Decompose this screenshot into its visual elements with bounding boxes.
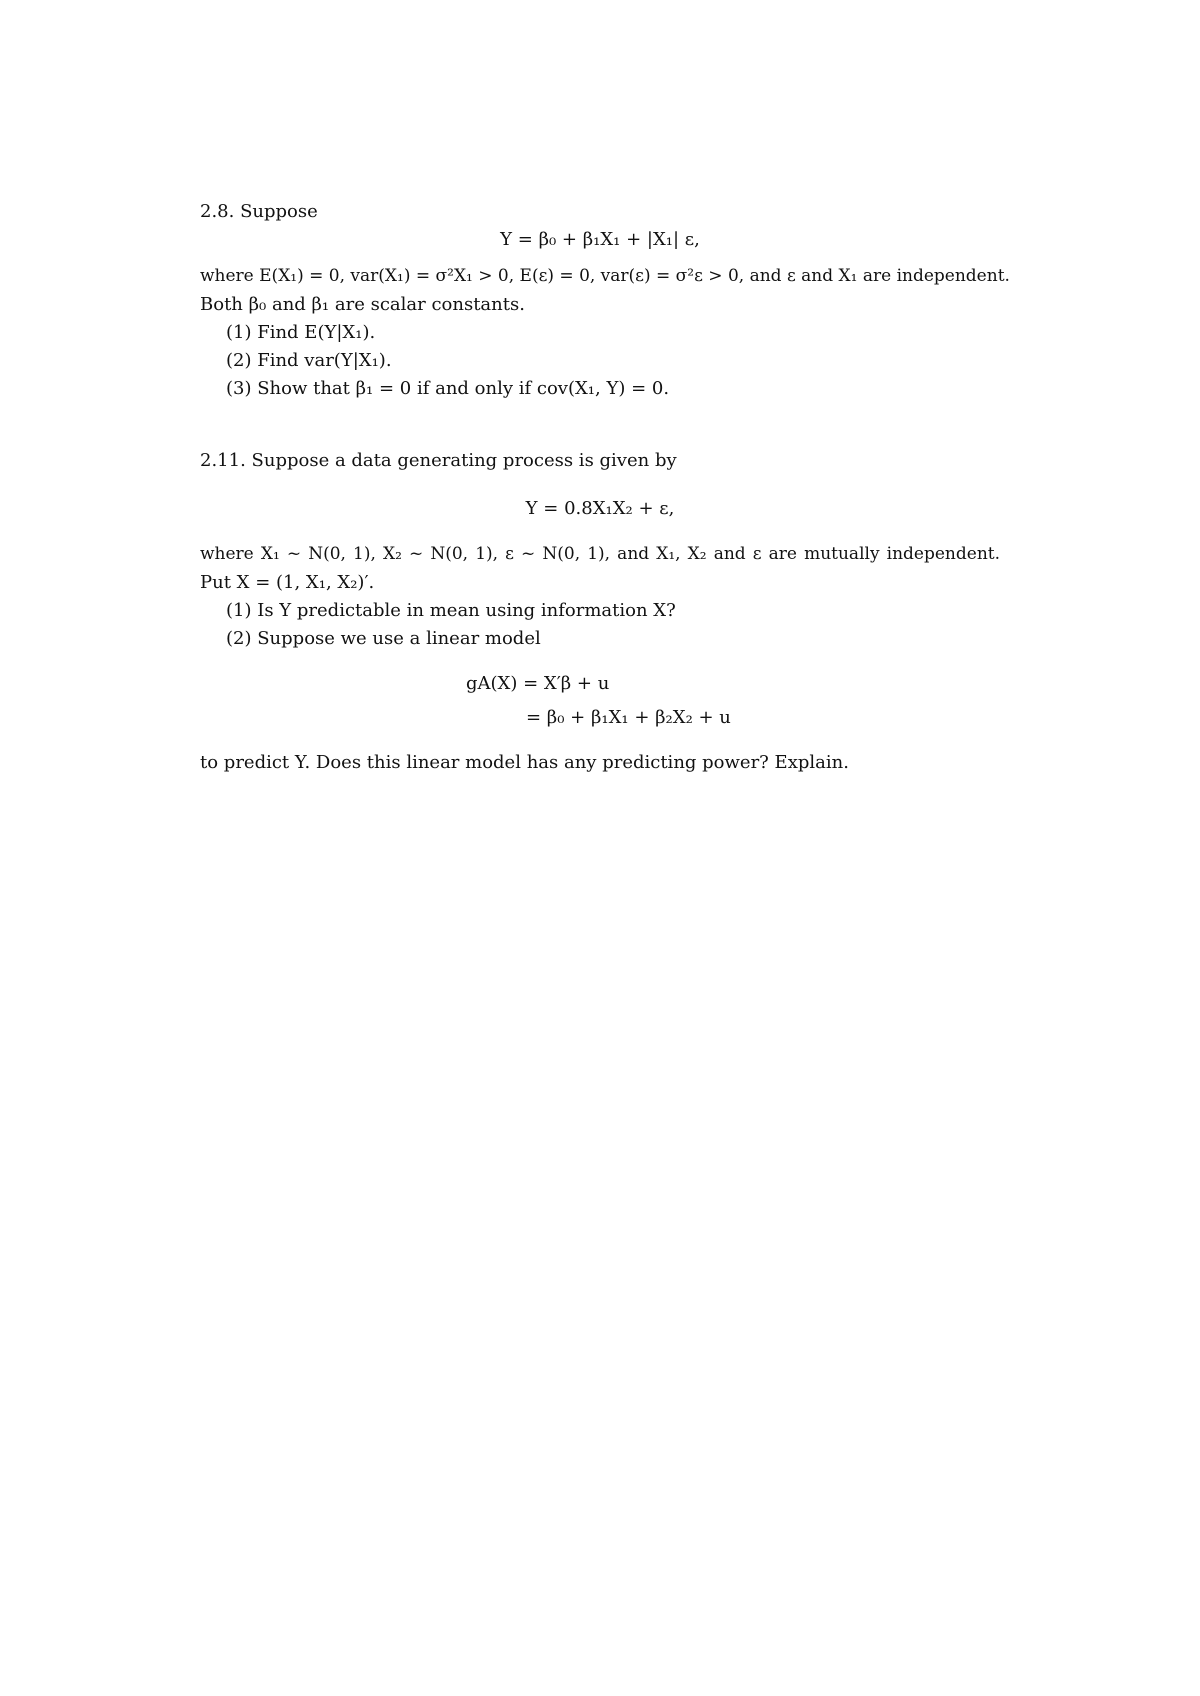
problem-2-8-item-3: (3) Show that β₁ = 0 if and only if cov(X₁, Y) = 0.	[226, 378, 670, 399]
problem-2-8-item-2: (2) Find var(Y|X₁).	[226, 350, 392, 371]
model-equation-line-1: gA(X) = X′β + u	[466, 673, 610, 694]
model-equation-line-2: = β₀ + β₁X₁ + β₂X₂ + u	[526, 707, 731, 728]
problem-2-8-heading: 2.8. Suppose	[200, 201, 318, 222]
problem-2-11-item-2: (2) Suppose we use a linear model	[226, 628, 541, 649]
problem-2-8-both-line: Both β₀ and β₁ are scalar constants.	[200, 294, 525, 315]
problem-2-11-heading: 2.11. Suppose a data generating process is given by	[200, 450, 677, 471]
problem-2-11-item-1: (1) Is Y predictable in mean using information X?	[226, 600, 676, 621]
problem-2-8-item-1: (1) Find E(Y|X₁).	[226, 322, 376, 343]
problem-2-8-equation: Y = β₀ + β₁X₁ + |X₁| ε,	[500, 229, 700, 250]
problem-2-11-equation: Y = 0.8X₁X₂ + ε,	[525, 498, 675, 519]
problem-2-8-where-line: where E(X₁) = 0, var(X₁) = σ²X₁ > 0, E(ε) = 0, var(ε) = σ²ε > 0, and ε and X₁ are independent.	[200, 266, 1010, 286]
problem-2-11-put-line: Put X = (1, X₁, X₂)′.	[200, 572, 375, 593]
problem-2-11-closing: to predict Y. Does this linear model has any predicting power? Explain.	[200, 752, 849, 773]
problem-2-11-where-line: where X₁ ~ N(0, 1), X₂ ~ N(0, 1), ε ~ N(0, 1), and X₁, X₂ and ε are mutually independent.	[200, 544, 1000, 564]
